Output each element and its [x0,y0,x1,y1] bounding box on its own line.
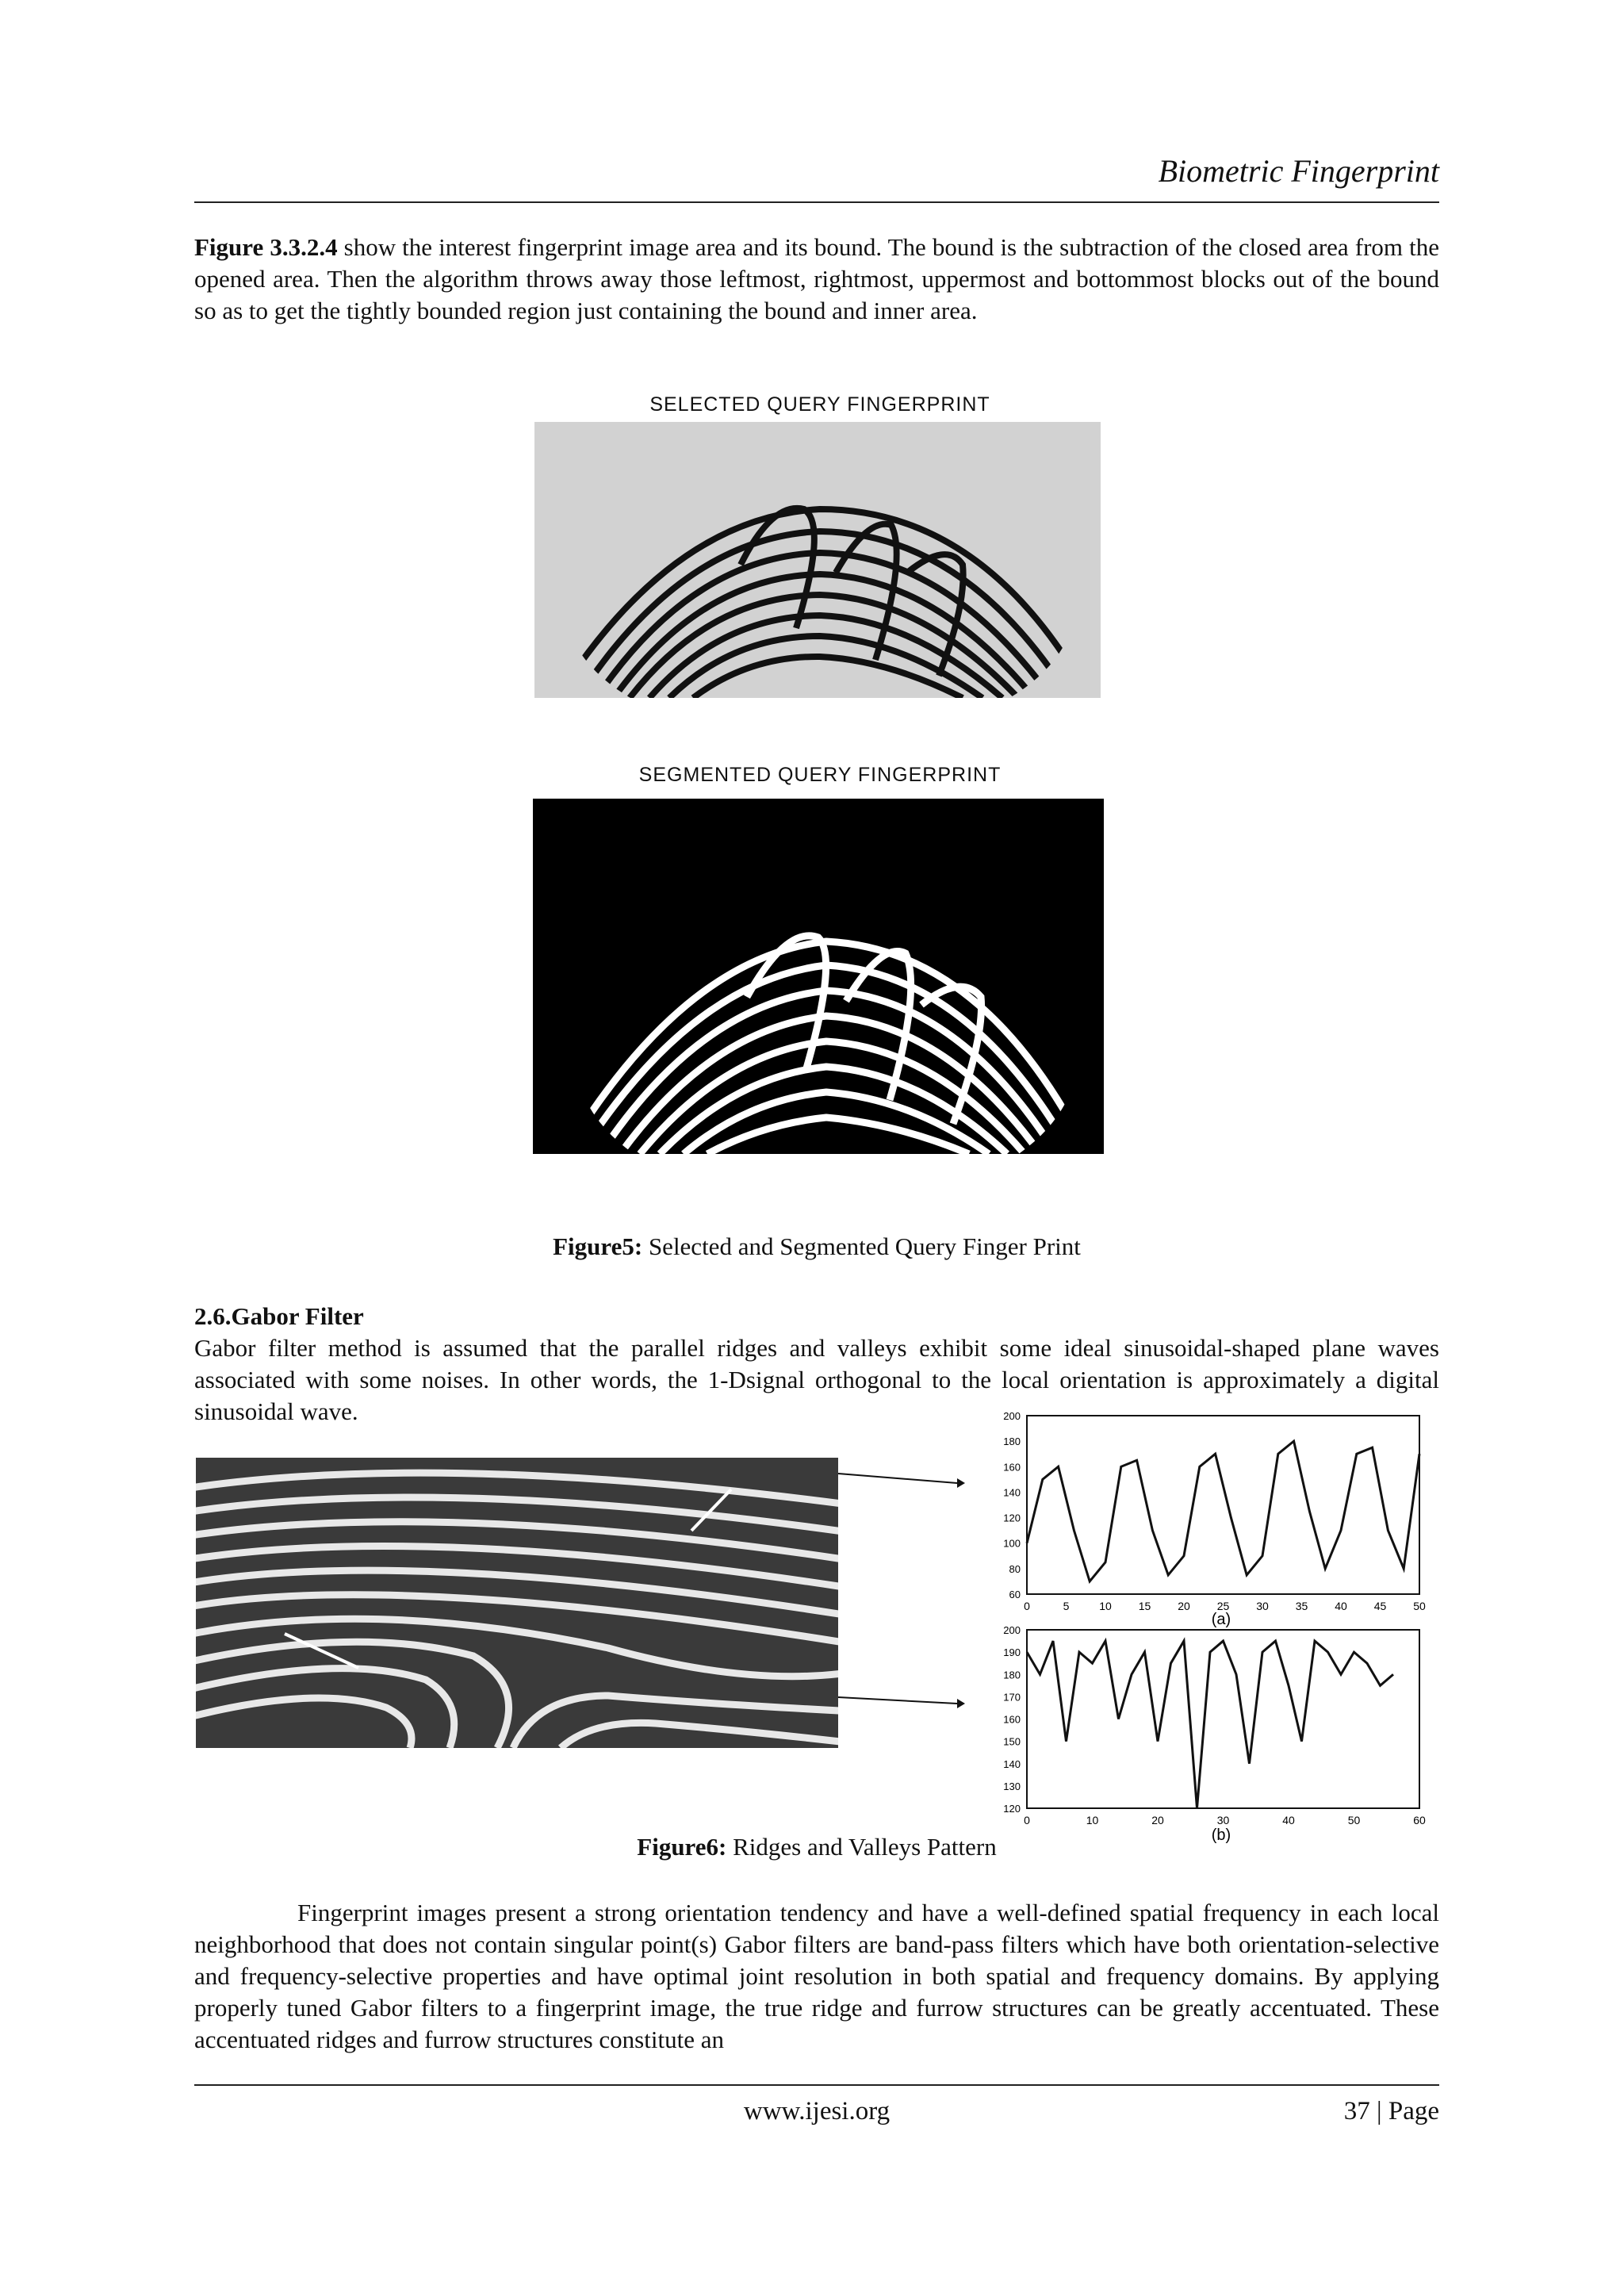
y-tick-label: 60 [1009,1589,1021,1600]
signal-line [1027,1641,1393,1808]
y-tick-label: 160 [1003,1713,1021,1726]
selected-fingerprint-image [534,422,1101,698]
x-tick-label: 20 [1151,1814,1164,1826]
signal-plot-a [983,1412,1435,1630]
figure6-caption-label: Figure6: [637,1833,727,1861]
gabor-paragraph: Fingerprint images present a strong orientation tendency and have a well-defined spatial frequency in each local neighborhood that does not contain singular point(s) Gabor filters are band-pass filters which have both orientation-selective and frequency-selective properties and have optimal joint resolution in both spatial and frequency domains. By applying properly tuned Gabor filters to a fingerprint image, the true ridge and furrow structures can be greatly accentuated. These accentuated ridges and furrow structures constitute an [194,1899,1439,2053]
section-heading: 2.6.Gabor Filter [194,1302,364,1330]
y-tick-label: 150 [1003,1735,1021,1748]
x-tick-label: 45 [1373,1600,1387,1612]
y-tick-label: 120 [1003,1512,1021,1524]
x-tick-label: 10 [1086,1814,1099,1826]
figure-reference: Figure 3.3.2.4 [194,233,338,261]
figure5-caption [194,1231,1439,1263]
footer-url: www.ijesi.org [743,2097,891,2125]
x-tick-label: 0 [1024,1600,1030,1612]
x-tick-label: 50 [1347,1814,1361,1826]
y-tick-label: 200 [1003,1412,1021,1422]
header-rule [194,201,1439,203]
x-tick-label: 60 [1413,1814,1426,1826]
running-title: Biometric Fingerprint [1158,153,1439,189]
x-tick-label: 20 [1178,1600,1190,1612]
segmented-fingerprint-title: SEGMENTED QUERY FINGERPRINT [638,764,1002,786]
x-tick-label: 0 [1024,1814,1030,1826]
paragraph-text: show the interest fingerprint image area and its bound. The bound is the subtraction of the closed area from the opened area. Then the algorithm throws away those leftmost, rightmost, uppermost and bottommost blocks out of the bound so as to get the tightly bounded region just containing the bound and inner area. [194,233,1439,324]
x-tick-label: 25 [1216,1600,1230,1612]
figure6-caption-text: Ridges and Valleys Pattern [726,1833,997,1861]
x-tick-label: 10 [1099,1600,1112,1612]
page-number: 37 | Page [1343,2097,1439,2125]
plot-a-label: (a) [1211,1611,1231,1628]
footer-rule [194,2084,1439,2086]
y-tick-label: 170 [1003,1691,1021,1704]
y-tick-label: 80 [1009,1562,1021,1575]
y-tick-label: 180 [1003,1435,1021,1448]
plot-b-label: (b) [1211,1826,1231,1844]
segmented-fingerprint-image [533,799,1104,1154]
figure5-caption-text: Selected and Segmented Query Finger Print [642,1232,1081,1260]
x-tick-label: 35 [1295,1600,1308,1612]
x-tick-label: 40 [1282,1814,1295,1826]
x-tick-label: 30 [1216,1814,1230,1826]
x-tick-label: 5 [1063,1600,1070,1612]
x-tick-label: 50 [1413,1600,1426,1612]
selected-fingerprint-title: SELECTED QUERY FINGERPRINT [649,393,990,416]
y-tick-label: 180 [1003,1669,1021,1681]
y-tick-label: 130 [1003,1780,1021,1792]
y-tick-label: 100 [1003,1537,1021,1550]
x-tick-label: 40 [1335,1600,1347,1612]
y-tick-label: 120 [1003,1803,1021,1815]
x-tick-label: 15 [1138,1600,1151,1612]
y-tick-label: 200 [1003,1626,1021,1636]
paragraph-figure-bound [194,232,1439,327]
figure5-caption-label: Figure5: [553,1232,643,1260]
y-tick-label: 140 [1003,1486,1021,1499]
ridge-pattern-image [196,1458,838,1748]
signal-plot-b [983,1626,1435,1848]
x-tick-label: 30 [1256,1600,1269,1612]
figure6-caption [194,1831,1439,1863]
y-tick-label: 140 [1003,1757,1021,1770]
arrow-connectors [838,1459,965,1721]
y-tick-label: 190 [1003,1646,1021,1659]
signal-line [1027,1441,1419,1581]
y-tick-label: 160 [1003,1461,1021,1474]
section-paragraph: Gabor filter method is assumed that the parallel ridges and valleys exhibit some ideal sinusoidal-shaped plane waves associated with some noises. In other words, the 1-Dsignal orthogonal to the local orientation is approximately a digital sinusoidal wave. [194,1334,1439,1425]
